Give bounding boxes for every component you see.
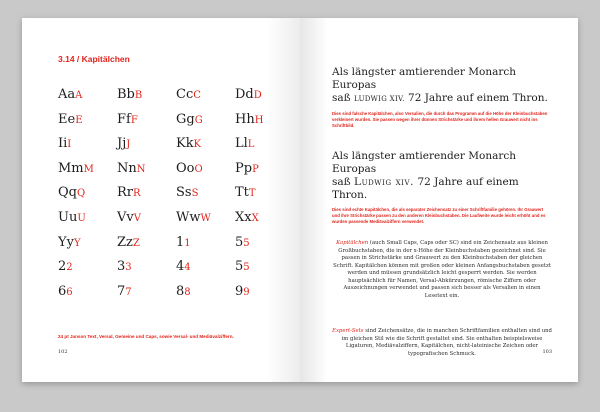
small-cap-glyph: C — [193, 90, 201, 101]
glyph-cell: CcC — [176, 87, 201, 102]
example1-line1: Als längster amtierender Monarch Europas — [332, 66, 517, 91]
glyph-cell: 55 — [235, 259, 250, 275]
section-title: 3.14 / Kapitälchen — [58, 54, 130, 64]
small-cap-glyph: 5 — [243, 237, 250, 249]
example2-line1: Als längster amtierender Monarch Europas — [332, 150, 517, 175]
small-cap-glyph: Q — [76, 188, 86, 200]
example-true-small-caps — [332, 150, 552, 226]
glyph-cell: LlL — [235, 136, 255, 152]
glyph-cell: EeE — [58, 111, 83, 127]
small-cap-glyph: W — [200, 212, 211, 224]
small-cap-glyph: 3 — [125, 262, 132, 274]
small-cap-glyph: 4 — [184, 262, 191, 274]
glyph-cell: 11 — [176, 234, 191, 250]
glyph-cell: 44 — [176, 259, 191, 275]
glyph-cell: IiI — [58, 136, 72, 152]
glyph-cell: DdD — [235, 87, 262, 102]
small-cap-glyph: S — [191, 188, 199, 200]
glyph-cell: FfF — [117, 111, 138, 127]
right-page — [300, 18, 578, 382]
glyph-cell: 22 — [58, 259, 73, 275]
small-cap-glyph: G — [194, 114, 203, 126]
example2-line2: saß Ludwig xiv. 72 Jahre auf einem Thron. — [332, 176, 519, 201]
glyph-cell: UuU — [58, 209, 86, 225]
glyph-cell: KkK — [176, 136, 202, 152]
glyph-cell: OoO — [176, 160, 203, 176]
page-number-right: 103 — [542, 349, 552, 355]
glyph-cell: AaA — [58, 87, 83, 102]
small-cap-glyph: F — [130, 114, 138, 126]
term-expert-sets: Expert-Sets — [332, 328, 364, 334]
small-cap-glyph: O — [194, 163, 203, 175]
small-cap-glyph: Y — [73, 237, 81, 249]
small-cap-glyph: I — [67, 139, 72, 151]
glyph-cell: 77 — [117, 283, 132, 299]
small-cap-glyph: N — [136, 163, 146, 175]
glyph-cell: NnN — [117, 160, 146, 176]
glyph-cell: BbB — [117, 87, 143, 102]
small-cap-glyph: E — [75, 114, 83, 126]
example1-note: Dies sind falsche Kapitälchen, also Versalien, die durch das Programm auf die Höhe der Kleinbuchstaben verkleinert wurden. Sie passen wegen ihrer dünnen Strichstärke und ihrem hellen Grauwert nicht ins Schriftbild. — [332, 111, 548, 129]
glyph-cell: 66 — [58, 283, 73, 299]
term-kapitaelchen: Kapitälchen — [336, 240, 369, 246]
glyph-cell: WwW — [176, 209, 211, 225]
small-cap-glyph: L — [247, 139, 255, 151]
expert-sets-paragraph: Expert-Sets sind Zeichensätze, die in manchen Schriftfamilien enthalten sind und im gleichen Stil wie die Schrift gestaltet sind. Sie enthalten beispielsweise Ligaturen, Mediävalziffern, Kapitälchen, nicht-lateinische Zeichen oder typografischen Schmuck. — [332, 328, 552, 357]
small-cap-glyph: K — [193, 139, 202, 151]
glyph-cell: 33 — [117, 259, 132, 275]
left-page — [22, 18, 300, 382]
small-cap-glyph: 9 — [243, 286, 250, 298]
small-cap-glyph: A — [75, 90, 83, 101]
small-cap-glyph: P — [252, 163, 259, 175]
small-cap-glyph: 7 — [125, 286, 132, 298]
glyph-grid — [58, 88, 294, 309]
small-cap-glyph: M — [83, 163, 94, 175]
glyph-cell: XxX — [235, 209, 259, 225]
fake-small-caps: LUDWIG XIV. — [354, 95, 405, 103]
glyph-cell: RrR — [117, 185, 141, 201]
glyph-cell: 88 — [176, 283, 191, 299]
true-small-caps: Ludwig xiv. — [354, 176, 415, 188]
example2-note: Dies sind echte Kapitälchen, die als separater Zeichensatz zu einer Schriftfamilie gehören. Ihr Grauwert und ihre Strichstärke passen zu den anderen Kleinbuchstaben. Die Laufweite wurde leicht erhöht und es wurden passende Mediävalziffern verwendet. — [332, 207, 546, 225]
glyph-cell: 99 — [235, 283, 250, 299]
small-cap-glyph: 5 — [243, 262, 250, 274]
small-cap-glyph: X — [251, 212, 259, 224]
glyph-cell: VvV — [117, 209, 141, 225]
glyph-cell: SsS — [176, 185, 199, 201]
small-cap-glyph: 6 — [66, 286, 73, 298]
small-cap-glyph: J — [126, 139, 131, 151]
small-cap-glyph: D — [253, 90, 262, 101]
small-cap-glyph: U — [77, 212, 86, 224]
glyph-cell: GgG — [176, 111, 203, 127]
book-spread — [22, 18, 578, 382]
example-false-small-caps — [332, 66, 552, 130]
glyph-cell: 55 — [235, 234, 250, 250]
small-cap-glyph: Z — [132, 237, 140, 249]
definition-paragraph: Kapitälchen (auch Small Caps, Caps oder SC) sind ein Zeichensatz aus kleinen Großbuchstaben, die in der x-Höhe der Kleinbuchstaben gezeichnet sind. Sie passen in Strichstärke und Grauwert zu den Kleinbuchstaben der gleichen Schrift. Kapitälchen können mit großen oder kleinen Anfangsbuchstaben gesetzt werden und müssen grundsätzlich leicht gesperrt werden. Sie werden hauptsächlich für Namen, Versal-Abkürzungen, römische Ziffern oder Auszeichnungen verwendet und passen sich besser als Versalien in einen Lesetext ein. — [333, 240, 551, 299]
figure-caption: 24 pt Janson Text, Versal, Gemeine und Caps, sowie Versal- und Mediävalziffern. — [58, 334, 234, 339]
page-number-left: 102 — [58, 349, 68, 355]
small-cap-glyph: V — [133, 212, 141, 224]
glyph-cell: HhH — [235, 111, 264, 127]
glyph-cell: ZzZ — [117, 234, 140, 250]
glyph-cell: JjJ — [117, 136, 131, 152]
glyph-cell: PpP — [235, 160, 259, 176]
glyph-cell: MmM — [58, 160, 94, 176]
glyph-cell: QqQ — [58, 185, 86, 201]
example1-line2: saß LUDWIG XIV. 72 Jahre auf einem Thron. — [332, 92, 548, 104]
small-cap-glyph: 1 — [184, 237, 191, 249]
small-cap-glyph: 2 — [66, 262, 73, 274]
glyph-cell: YyY — [58, 234, 81, 250]
glyph-cell: TtT — [235, 185, 256, 201]
small-cap-glyph: R — [133, 188, 141, 200]
small-cap-glyph: B — [134, 90, 143, 101]
small-cap-glyph: T — [248, 188, 256, 200]
small-cap-glyph: 8 — [184, 286, 191, 298]
small-cap-glyph: H — [254, 114, 264, 126]
